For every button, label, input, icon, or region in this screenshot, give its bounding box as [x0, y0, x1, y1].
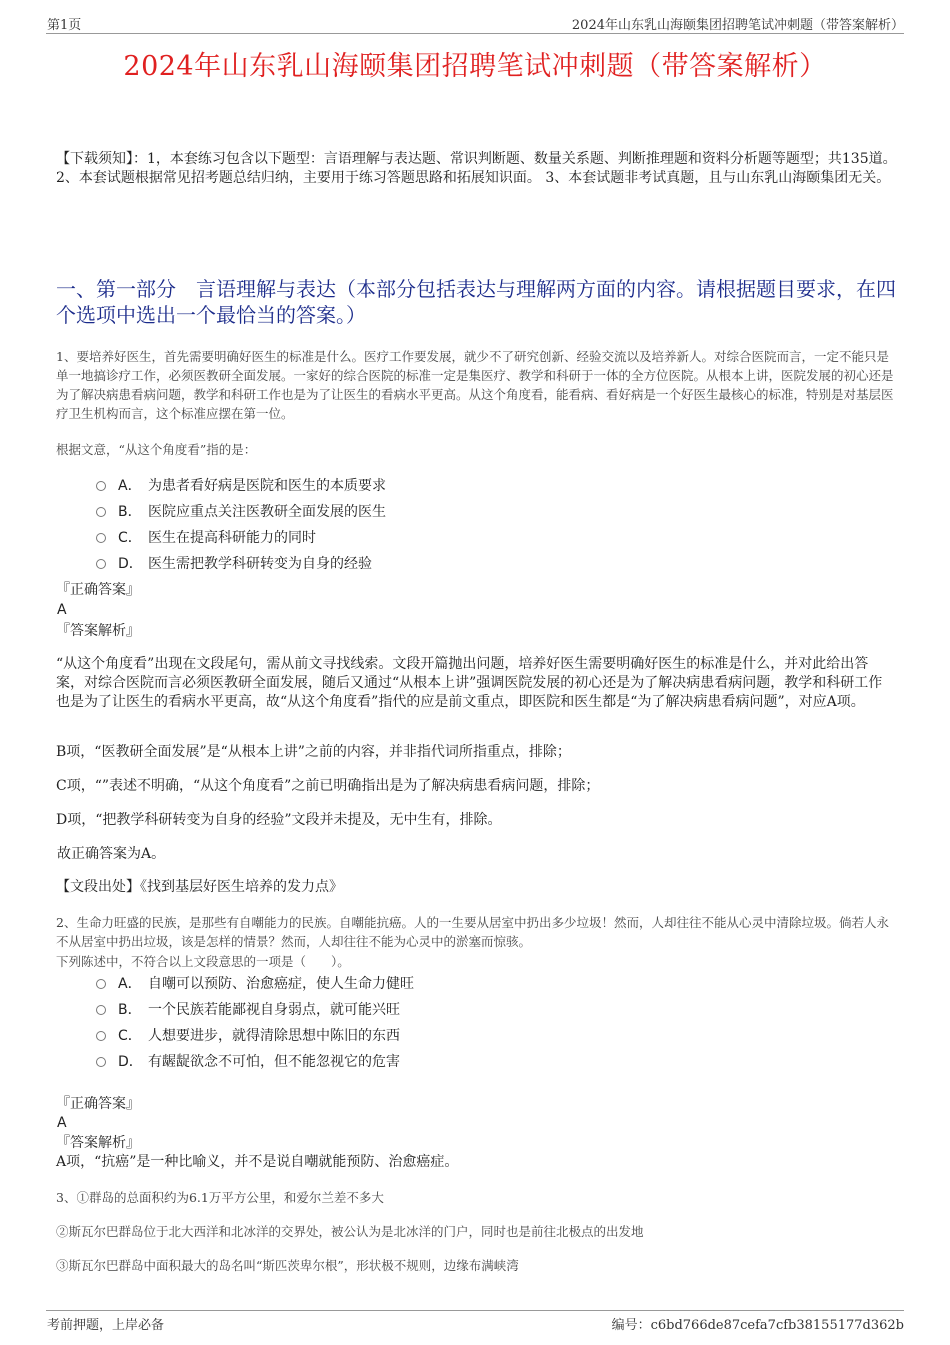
radio-icon[interactable] — [96, 1031, 106, 1041]
q2-option-b[interactable]: B． 一个民族若能鄙视自身弱点，就可能兴旺 — [96, 999, 414, 1021]
q2-options — [96, 973, 414, 1073]
header-doc-title: 2024年山东乳山海颐集团招聘笔试冲刺题（带答案解析） — [571, 18, 904, 33]
radio-icon[interactable] — [96, 559, 106, 569]
page-title: 2024年山东乳山海颐集团招聘笔试冲刺题（带答案解析） — [123, 51, 827, 82]
q2-analysis: A项，“抗癌”是一种比喻义，并不是说自嘲就能预防、治愈癌症。 — [56, 1154, 459, 1170]
q1-analysis-c: C项，“”表述不明确，“从这个角度看”之前已明确指出是为了解决病患看病问题，排除； — [56, 778, 600, 794]
radio-icon[interactable] — [96, 481, 106, 491]
q2-analysis-label: 『答案解析』 — [56, 1135, 140, 1151]
q3-line-3: ③斯瓦尔巴群岛中面积最大的岛名叫“斯匹茨卑尔根”，形状极不规则，边缘布满峡湾 — [56, 1258, 519, 1273]
q2-option-d[interactable]: D． 有龌龊欲念不可怕，但不能忽视它的危害 — [96, 1051, 414, 1073]
header-rule — [46, 33, 904, 34]
section-heading: 一、第一部分 言语理解与表达（本部分包括表达与理解两方面的内容。请根据题目要求，在四个选项中选出一个最恰当的答案。） — [56, 277, 896, 327]
q1-passage: 1、要培养好医生，首先需要明确好医生的标准是什么。医疗工作要发展，就少不了研究创新、经验交流以及培养新人。对综合医院而言，一定不能只是单一地搞诊疗工作，必须医教研全面发展。一家好的综合医院的标准一定是集医疗、教学和科研于一体的全方位医院。从根本上讲，医院发展的初心还是为了解决病患看病问题，教学和科研工作也是为了让医生的看病水平更高。从这个角度看，能看病、看好病是一个好医生最核心的标准，特别是对基层医疗卫生机构而言，这个标准应摆在第一位。 — [56, 349, 894, 421]
q1-analysis-main: “从这个角度看”出现在文段尾句，需从前文寻找线索。文段开篇抛出问题，培养好医生需要明确好医生的标准是什么，并对此给出答案，对综合医院而言必须医教研全面发展，随后又通过“从根本上讲”强调医院发展的初心还是为了解决病患看病问题，教学和科研工作也是为了让医生的看病水平更高，故“从这个角度看”指代的应是前文重点，即医院和医生都是“为了解决病患看病问题”，对应A项。 — [56, 656, 883, 710]
q1-option-d[interactable]: D． 医生需把教学科研转变为自身的经验 — [96, 553, 386, 575]
q1-question: 根据文意，“从这个角度看”指的是： — [56, 442, 257, 457]
q3-line-2: ②斯瓦尔巴群岛位于北大西洋和北冰洋的交界处，被公认为是北冰洋的门户，同时也是前往北极点的出发地 — [56, 1224, 644, 1239]
radio-icon[interactable] — [96, 1057, 106, 1067]
footer-serial: 编号：c6bd766de87cefa7cfb38155177d362b — [611, 1318, 904, 1333]
radio-icon[interactable] — [96, 979, 106, 989]
download-notice: 【下载须知】：1，本套练习包含以下题型：言语理解与表达题、常识判断题、数量关系题、判断推理题和资料分析题等题型；共135道。 2、本套试题根据常见招考题总结归纳，主要用于练习答题思路和拓展知识面。 3、本套试题非考试真题，且与山东乳山海颐集团无关。 — [56, 151, 897, 186]
q1-answer: A — [57, 602, 67, 618]
q1-analysis-label: 『答案解析』 — [56, 623, 140, 639]
q1-analysis-b: B项，“医教研全面发展”是“从根本上讲”之前的内容，并非指代词所指重点，排除； — [56, 744, 571, 760]
q2-answer: A — [57, 1115, 67, 1131]
page-number: 第1页 — [47, 18, 82, 33]
q1-option-a[interactable]: A． 为患者看好病是医院和医生的本质要求 — [96, 475, 386, 497]
q1-analysis-d: D项，“把教学科研转变为自身的经验”文段并未提及，无中生有，排除。 — [56, 812, 502, 828]
q1-options — [96, 475, 386, 575]
q1-answer-label: 『正确答案』 — [56, 582, 140, 598]
radio-icon[interactable] — [96, 507, 106, 517]
radio-icon[interactable] — [96, 1005, 106, 1015]
q1-option-b[interactable]: B． 医院应重点关注医教研全面发展的医生 — [96, 501, 386, 523]
radio-icon[interactable] — [96, 533, 106, 543]
q3-line-1: 3、①群岛的总面积约为6.1万平方公里，和爱尔兰差不多大 — [56, 1190, 384, 1205]
q2-option-c[interactable]: C． 人想要进步，就得清除思想中陈旧的东西 — [96, 1025, 414, 1047]
q1-conclusion: 故正确答案为A。 — [57, 846, 166, 862]
q2-passage: 2、生命力旺盛的民族，是那些有自嘲能力的民族。自嘲能抗癌。人的一生要从居室中扔出多少垃圾！然而，人却往往不能从心灵中清除垃圾。倘若人永不从居室中扔出垃圾，该是怎样的情景？然而，人却往往不能为心灵中的淤塞而惊骇。 — [56, 915, 889, 949]
q1-source: 【文段出处】《找到基层好医生培养的发力点》 — [56, 879, 343, 895]
q2-answer-label: 『正确答案』 — [56, 1096, 140, 1112]
footer-slogan: 考前押题，上岸必备 — [47, 1318, 165, 1333]
q2-option-a[interactable]: A． 自嘲可以预防、治愈癌症，使人生命力健旺 — [96, 973, 414, 995]
q2-question: 下列陈述中，不符合以上文段意思的一项是（ ）。 — [56, 954, 350, 969]
footer-rule — [46, 1310, 904, 1311]
q1-option-c[interactable]: C． 医生在提高科研能力的同时 — [96, 527, 386, 549]
